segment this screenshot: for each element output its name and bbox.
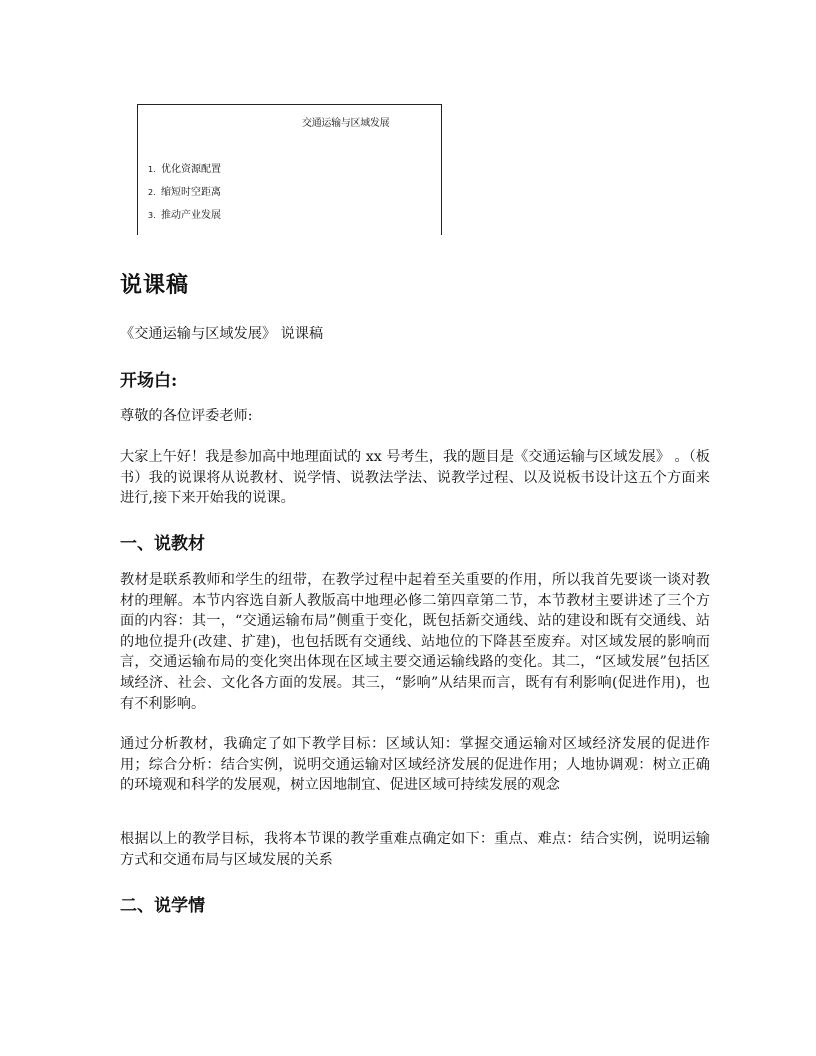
- board-list: [148, 160, 221, 229]
- section1-paragraph-1: 教材是联系教师和学生的纽带，在教学过程中起着至关重要的作用，所以我首先要谈一谈对教材的理解。本节内容选自新人教版高中地理必修二第四章第二节，本节教材主要讲述了三个方面的内容：其一，“交通运输布局”侧重于变化，既包括新交通线、站的建设和既有交通线、站的地位提升(改建、扩建)，也包括既有交通线、站地位的下降甚至废弃。对区域发展的影响而言，交通运输布局的变化突出体现在区域主要交通运输线路的变化。其二，“区域发展”包括区域经济、社会、文化各方面的发展。其三，“影响”从结果而言，既有有利影响(促进作用)，也有不利影响。: [120, 572, 710, 712]
- board-list-item: [148, 183, 221, 206]
- board-item-number: 1.: [148, 165, 156, 174]
- board-item-text: 优化资源配置: [161, 164, 221, 175]
- board-item-number: 3.: [148, 211, 156, 220]
- board-list-item: [148, 206, 221, 229]
- board-item-text: 缩短时空距离: [161, 187, 221, 198]
- document-heading: 说课稿: [120, 272, 190, 298]
- intro-paragraph: 大家上午好！我是参加高中地理面试的 xx 号考生，我的题目是《交通运输与区域发展》 。（板书）我的说课将从说教材、说学情、说教法学法、说教学过程、以及说板书设计这五个方面来进行,接下来开始我的说课。: [120, 449, 710, 507]
- opening-heading: 开场白:: [120, 371, 178, 391]
- section1-heading: 一、说教材: [120, 534, 205, 554]
- board-item-text: 推动产业发展: [161, 210, 221, 221]
- blackboard-outline-image: [137, 104, 442, 235]
- board-list-item: [148, 160, 221, 183]
- section1-paragraph-3: 根据以上的教学目标，我将本节课的教学重难点确定如下：重点、难点：结合实例，说明运输方式和交通布局与区域发展的关系: [120, 831, 710, 868]
- section1-paragraph-2: 通过分析教材，我确定了如下教学目标：区域认知：掌握交通运输对区域经济发展的促进作用；综合分析：结合实例，说明交通运输对区域经济发展的促进作用；人地协调观：树立正确的环境观和科学的发展观，树立因地制宜、促进区域可持续发展的观念: [120, 736, 710, 794]
- section2-heading: 二、说学情: [120, 896, 205, 916]
- board-title: 交通运输与区域发展: [302, 118, 390, 129]
- document-subtitle: 《交通运输与区域发展》 说课稿: [120, 326, 324, 342]
- board-item-number: 2.: [148, 188, 156, 197]
- greeting-paragraph: 尊敬的各位评委老师:: [120, 408, 253, 424]
